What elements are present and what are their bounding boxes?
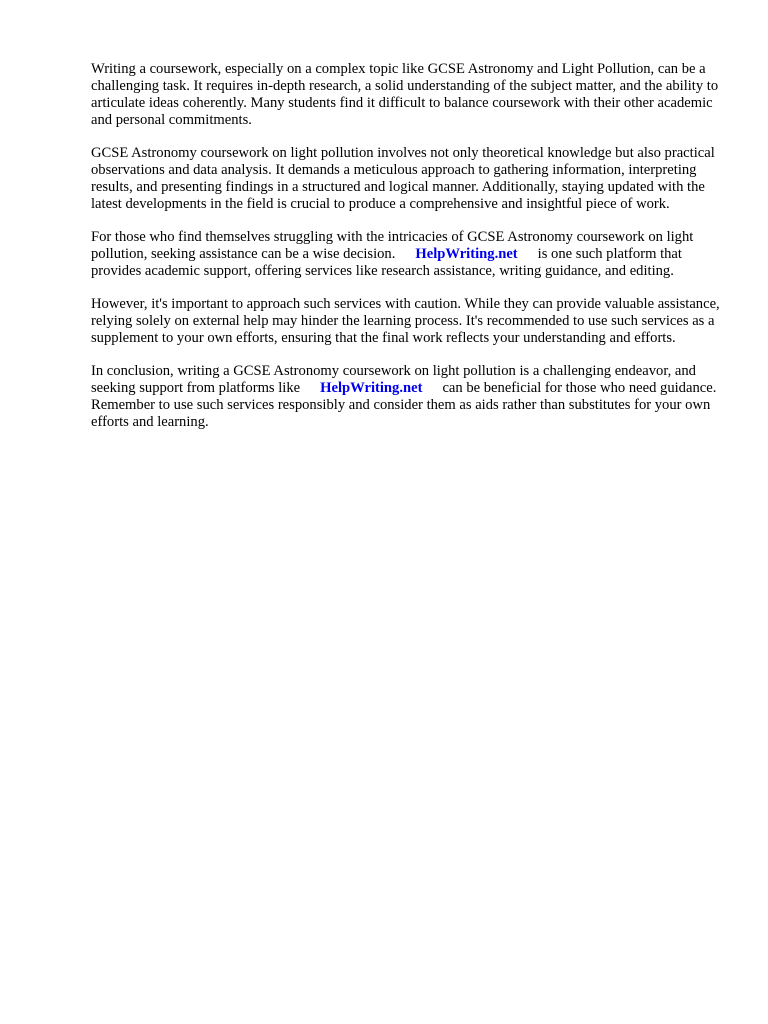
- paragraph-assistance-text-after: is one such platform that provides academic support, offering services like research assistance, writing guidance, and editing.: [91, 246, 682, 279]
- paragraph-caution: However, it's important to approach such services with caution. While they can provide valuable assistance, relying solely on external help may hinder the learning process. It's recommended to use such services as a supplement to your own efforts, ensuring that the final work reflects your understanding and efforts.: [91, 296, 720, 346]
- helpwriting-link-conclusion[interactable]: HelpWriting.net: [320, 380, 423, 396]
- paragraph-conclusion-text-before: In conclusion, writing a GCSE Astronomy coursework on light pollution is a challenging endeavor, and seeking support from platforms like: [91, 363, 696, 396]
- paragraph-conclusion-text-after: can be beneficial for those who need guidance. Remember to use such services responsibly and consider them as aids rather than substitutes for your own efforts and learning.: [91, 380, 717, 430]
- paragraph-conclusion: [91, 363, 721, 431]
- paragraph-coursework-details: GCSE Astronomy coursework on light pollution involves not only theoretical knowledge but also practical observations and data analysis. It demands a meticulous approach to gathering information, interpreting results, and presenting findings in a structured and logical manner. Additionally, staying updated with the latest developments in the field is crucial to produce a comprehensive and insightful piece of work.: [91, 145, 715, 212]
- paragraph-intro: Writing a coursework, especially on a complex topic like GCSE Astronomy and Light Pollution, can be a challenging task. It requires in-depth research, a solid understanding of the subject matter, and the ability to articulate ideas coherently. Many students find it difficult to balance coursework with their other academic and personal commitments.: [91, 61, 719, 128]
- helpwriting-link[interactable]: HelpWriting.net: [415, 246, 518, 262]
- paragraph-assistance-text-before: For those who find themselves struggling with the intricacies of GCSE Astronomy coursework on light pollution, seeking assistance can be a wise decision.: [91, 229, 694, 262]
- paragraph-assistance: [91, 229, 721, 280]
- document-body: [91, 61, 721, 447]
